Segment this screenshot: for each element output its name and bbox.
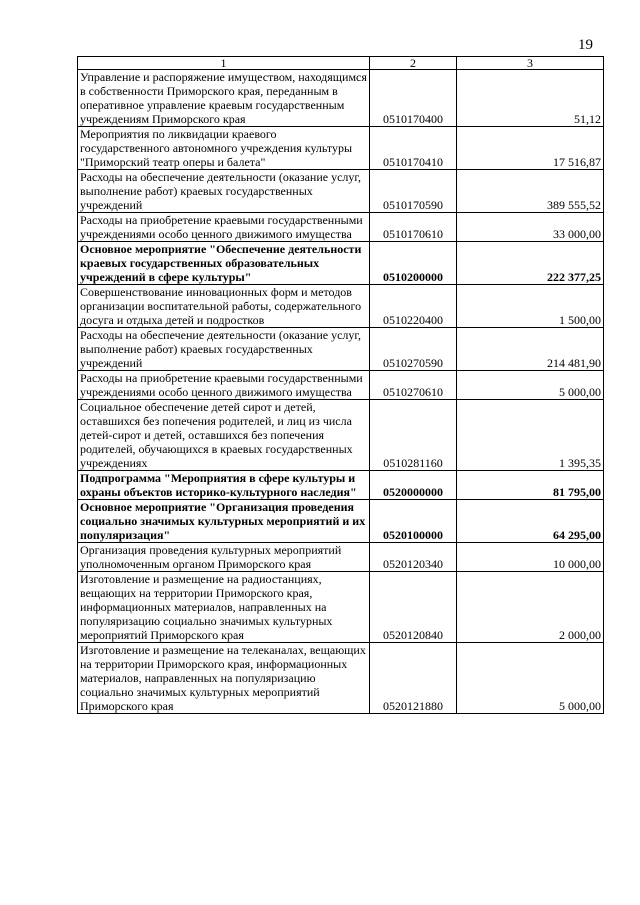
table-row xyxy=(78,170,604,213)
row-amount: 2 000,00 xyxy=(457,572,604,643)
row-description: Мероприятия по ликвидации краевого государственного автономного учреждения культуры "Приморский театр оперы и балета" xyxy=(78,127,370,170)
table-row xyxy=(78,242,604,285)
row-amount: 51,12 xyxy=(457,70,604,127)
table-row xyxy=(78,70,604,127)
row-description: Изготовление и размещение на телеканалах, вещающих на территории Приморского края, информационных материалов, направленных на популяризацию социально значимых культурных мероприятий Приморского края xyxy=(78,643,370,714)
table-row xyxy=(78,371,604,400)
row-code: 0510270610 xyxy=(370,371,457,400)
row-description: Изготовление и размещение на радиостанциях, вещающих на территории Приморского края, информационных материалов, направленных на популяризацию социально значимых культурных мероприятий Приморского края xyxy=(78,572,370,643)
header-col-1: 1 xyxy=(78,57,370,70)
row-code: 0520121880 xyxy=(370,643,457,714)
row-amount: 17 516,87 xyxy=(457,127,604,170)
row-amount: 33 000,00 xyxy=(457,213,604,242)
row-code: 0520120840 xyxy=(370,572,457,643)
row-amount: 81 795,00 xyxy=(457,471,604,500)
budget-table xyxy=(77,56,604,714)
row-amount: 1 500,00 xyxy=(457,285,604,328)
row-amount: 5 000,00 xyxy=(457,371,604,400)
row-description: Социальное обеспечение детей сирот и детей, оставшихся без попечения родителей, и лиц из числа детей-сирот и детей, оставшихся без попечения родителей, обучающихся в краевых государственных учреждениях xyxy=(78,400,370,471)
table-row xyxy=(78,543,604,572)
row-description: Организация проведения культурных мероприятий уполномоченным органом Приморского края xyxy=(78,543,370,572)
table-row xyxy=(78,285,604,328)
row-description: Расходы на обеспечение деятельности (оказание услуг, выполнение работ) краевых государственных учреждений xyxy=(78,170,370,213)
table-row xyxy=(78,400,604,471)
table-row xyxy=(78,572,604,643)
row-description: Основное мероприятие "Организация проведения социально значимых культурных мероприятий и их популяризация" xyxy=(78,500,370,543)
row-code: 0510200000 xyxy=(370,242,457,285)
row-description: Основное мероприятие "Обеспечение деятельности краевых государственных образовательных учреждений в сфере культуры" xyxy=(78,242,370,285)
row-amount: 1 395,35 xyxy=(457,400,604,471)
header-col-2: 2 xyxy=(370,57,457,70)
row-description: Расходы на приобретение краевыми государственными учреждениями особо ценного движимого имущества xyxy=(78,371,370,400)
row-amount: 10 000,00 xyxy=(457,543,604,572)
row-code: 0510170590 xyxy=(370,170,457,213)
row-code: 0510170410 xyxy=(370,127,457,170)
row-description: Подпрограмма "Мероприятия в сфере культуры и охраны объектов историко-культурного наследия" xyxy=(78,471,370,500)
row-code: 0520100000 xyxy=(370,500,457,543)
row-code: 0510220400 xyxy=(370,285,457,328)
page-number: 19 xyxy=(578,37,593,53)
table-row xyxy=(78,328,604,371)
table-row xyxy=(78,471,604,500)
row-code: 0510281160 xyxy=(370,400,457,471)
row-description: Совершенствование инновационных форм и методов организации воспитательной работы, содержательного досуга и отдыха детей и подростков xyxy=(78,285,370,328)
row-description: Управление и распоряжение имуществом, находящимся в собственности Приморского края, переданным в оперативное управление краевым государственным учреждениям Приморского края xyxy=(78,70,370,127)
row-amount: 389 555,52 xyxy=(457,170,604,213)
table-row xyxy=(78,643,604,714)
row-amount: 5 000,00 xyxy=(457,643,604,714)
table-row xyxy=(78,213,604,242)
table-row xyxy=(78,127,604,170)
row-code: 0520000000 xyxy=(370,471,457,500)
header-col-3: 3 xyxy=(457,57,604,70)
row-code: 0510170400 xyxy=(370,70,457,127)
row-description: Расходы на обеспечение деятельности (оказание услуг, выполнение работ) краевых государственных учреждений xyxy=(78,328,370,371)
row-code: 0510170610 xyxy=(370,213,457,242)
table-row xyxy=(78,500,604,543)
row-description: Расходы на приобретение краевыми государственными учреждениями особо ценного движимого имущества xyxy=(78,213,370,242)
row-code: 0520120340 xyxy=(370,543,457,572)
row-code: 0510270590 xyxy=(370,328,457,371)
row-amount: 222 377,25 xyxy=(457,242,604,285)
row-amount: 214 481,90 xyxy=(457,328,604,371)
row-amount: 64 295,00 xyxy=(457,500,604,543)
budget-table-body xyxy=(78,57,604,714)
table-header-row xyxy=(78,57,604,70)
